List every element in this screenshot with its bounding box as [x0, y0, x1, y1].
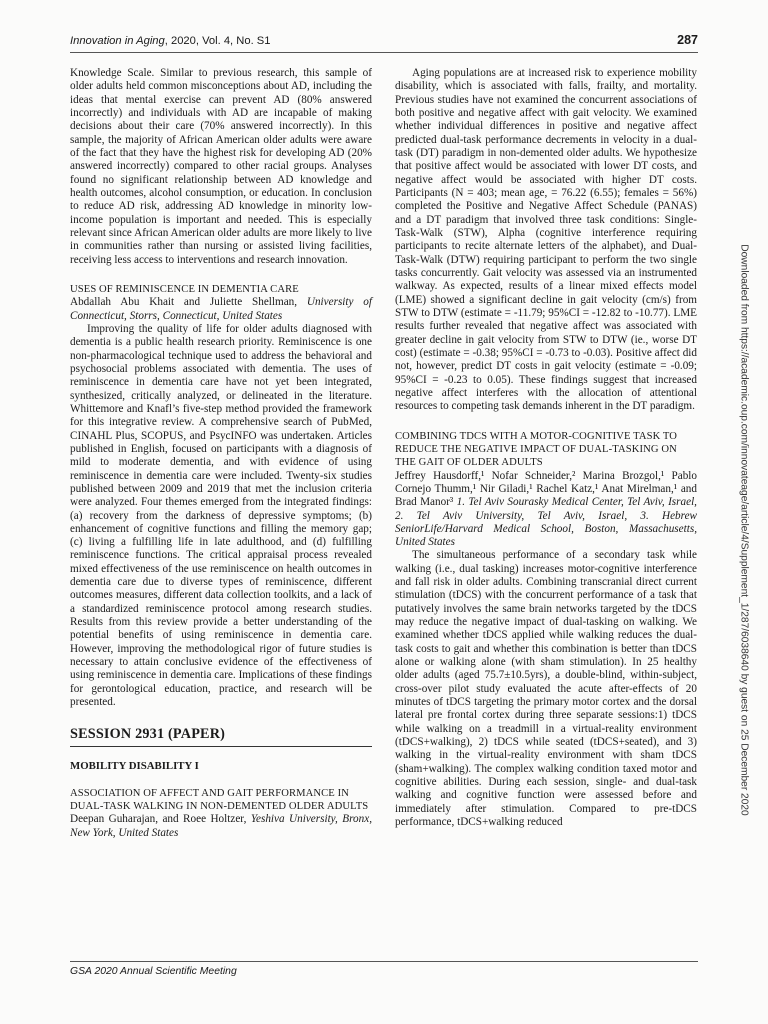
- abstract-title-affect-gait: ASSOCIATION OF AFFECT AND GAIT PERFORMANCE IN DUAL-TASK WALKING IN NON-DEMENTED OLDER ADULTS: [70, 787, 369, 813]
- author-affiliation: 1. Tel Aviv Sourasky Medical Center, Tel Aviv, Israel, 2. Tel Aviv University, Tel Aviv, Israel, 3. Hebrew SeniorLife/Harvard Medical School, Boston, Massachusetts, United States: [395, 496, 697, 549]
- subsession-title: MOBILITY DISABILITY I: [70, 760, 199, 773]
- meeting-footer: GSA 2020 Annual Scientific Meeting: [70, 966, 237, 977]
- session-title: SESSION 2931 (PAPER): [70, 726, 226, 743]
- abstract-title-tdcs: COMBINING TDCS WITH A MOTOR-COGNITIVE TASK TO REDUCE THE NEGATIVE IMPACT OF DUAL-TASKING ON THE GAIT OF OLDER ADULTS: [395, 430, 678, 469]
- abstract-title-reminiscence: USES OF REMINISCENCE IN DEMENTIA CARE: [70, 283, 299, 295]
- abstract-authors-tdcs: [395, 470, 697, 550]
- footer-divider: [70, 961, 698, 962]
- download-note: Downloaded from https://academic.oup.com/innovateage/article/4/Supplement_1/287/6038640 by guest on 25 December 2020: [738, 244, 750, 816]
- author-affiliation: Yeshiva University, Bronx, New York, United States: [70, 813, 372, 839]
- running-head: [70, 33, 698, 51]
- abstract-authors-affect-gait: [70, 813, 372, 840]
- abstract-body-affect-gait: Aging populations are at increased risk to experience mobility disability, which is associated with falls, frailty, and mortality. Previous studies have not examined the concurrent associations of both positive and negative affect with gait velocity. We examined whether individual differences in positive and negative affect predicted dual-task performance decrements in velocity in a dual-task (DT) paradigm in non-demented older adults. We hypothesize that positive affect would be associated with lower DT costs, and negative affect would be associated with higher DT costs. Participants (N = 403; mean age, = 76.22 (6.55); females = 56%) completed the Positive and Negative Affect Schedule (PANAS) and a DT paradigm that involved three task conditions: Single-Task-Walk (STW), Alpha (cognitive interference requiring participants to recite alternate letters of the alphabet), and Dual-Task-Walk (DTW) requiring participant to perform the two single tasks concurrently. Gait velocity was assessed via an instrumented walkway. As expected, results of a linear mixed effects model (LME) showed a significant decline in gait velocity (cm/s) from STW to DTW (estimate = -11.79; 95%CI = -12.82 to -10.77). LME results further revealed that negative affect was associated with greater decline in gait velocity from STW to DTW (ie., worse DT cost) (estimate = -0.38; 95%CI = -0.73 to -0.03). Positive affect did not, however, predict DT costs in gait velocity (estimate = -0.09; 95%CI = -0.23 to 0.05). These findings suggest that increased negative affect interferes with the allocation of attentional resources to competing task demands inherent in the DT paradigm.: [395, 67, 697, 413]
- author-names: Deepan Guharajan, and Roee Holtzer,: [70, 813, 251, 826]
- left-column: [70, 67, 372, 840]
- page-number: 287: [677, 33, 698, 47]
- author-names: Abdallah Abu Khait and Juliette Shellman,: [70, 296, 307, 309]
- continued-paragraph: Knowledge Scale. Similar to previous research, this sample of older adults held common misconceptions about AD, including the ideas that mental exercise can prevent AD (80% answered incorrectly) and individuals with AD are incapable of making decisions about their care (70% answered incorrectly). In this sample, the majority of African American older adults were aware of the fact that they have the highest risk for developing AD (20% answered incorrectly) compared to other racial groups. Analyses found no significant relationship between AD knowledge and health outcomes, alcohol consumption, or education. In conclusion to reduce AD risk, addressing AD knowledge in minority low-income population is important and needed. This is especially relevant since African American older adults are more likely to live in communities rather than nursing or assisted living facilities, receiving less access to interventions and research innovation.: [70, 67, 372, 266]
- journal-name: Innovation in Aging: [70, 35, 165, 47]
- header-divider: [70, 52, 698, 53]
- abstract-authors-reminiscence: [70, 296, 372, 323]
- author-affiliation: University of Connecticut, Storrs, Connecticut, United States: [70, 296, 372, 322]
- right-column: [395, 67, 697, 829]
- author-names: Jeffrey Hausdorff,¹ Nofar Schneider,² Marina Brozgol,¹ Pablo Cornejo Thumm,¹ Nir Giladi,¹ Rachel Katz,¹ Anat Mirelman,¹ and Brad Manor³: [395, 469, 697, 509]
- journal-issue: , 2020, Vol. 4, No. S1: [164, 35, 271, 47]
- journal-citation: [70, 35, 270, 47]
- abstract-body-reminiscence: Improving the quality of life for older adults diagnosed with dementia is a public health research priority. Reminiscence is one non-pharmacological technique used to address the behavioral and psychosocial problems associated with dementia. The uses of reminiscence in dementia care have not yet been integrated, synthesized, critically analyzed, or delineated in the literature. Whittemore and Knafl’s five-step method provided the framework for this integrative review. A comprehensive search of PubMed, CINAHL Plus, SCOPUS, and PsycINFO was undertaken. Articles published in English, focused on participants with a diagnosis of mild to moderate dementia, and with evidence of using reminiscence in dementia care were included. Twenty-six studies published between 2009 and 2019 that met the inclusion criteria were analyzed. Four themes emerged from the integrated findings: (a) recovery from the darkness of depressive symptoms; (b) enhancement of cognitive functions and filling the memory gap; (c) living a fulfilling life in late adulthood, and (d) fulfilling reminiscence functions. The critical appraisal process revealed mixed effectiveness of the use reminiscence on health outcomes in dementia care due to diverse types of reminiscence, different outcomes measures, different data collection toolkits, and a lack of a standardized reminiscence protocol among research studies. Results from this review provide a better understanding of the potential benefits of using reminiscence in dementia care. However, improving the methodological rigor of future studies is necessary to attain conclusive evidence of the effectiveness of using reminiscence in dementia care. Implications of these findings for gerontological education, practice, and research will be presented.: [70, 322, 372, 709]
- abstract-body-tdcs: The simultaneous performance of a secondary task while walking (i.e., dual tasking) increases motor-cognitive interference and fall risk in older adults. Combining transcranial direct current stimulation (tDCS) with the concurrent performance of a task that putatively involves the same brain networks targeted by the tDCS may reduce the negative impact of dual-tasking on walking. We examined whether tDCS applied while walking reduces the dual-task costs to gait and whether this combination is better than tDCS alone or walking alone (with sham stimulation). In 25 healthy older adults (aged 75.7±10.5yrs), a double-blind, within-subject, cross-over pilot study evaluated the acute after-effects of 20 minutes of tDCS targeting the primary motor cortex and the dorsal lateral pre frontal cortex during three separate sessions:1) tDCS while walking on a treadmill in a virtual-reality environment (tDCS+walking), 2) tDCS while seated (tDCS+seated), and 3) walking in the virtual-reality environment with sham tDCS (sham+walking). The complex walking condition taxed motor and cognitive abilities. During each session, single- and dual-task walking and cognitive function were assessed before and immediately after stimulation. Compared to pre-tDCS performance, tDCS+walking reduced: [395, 549, 697, 829]
